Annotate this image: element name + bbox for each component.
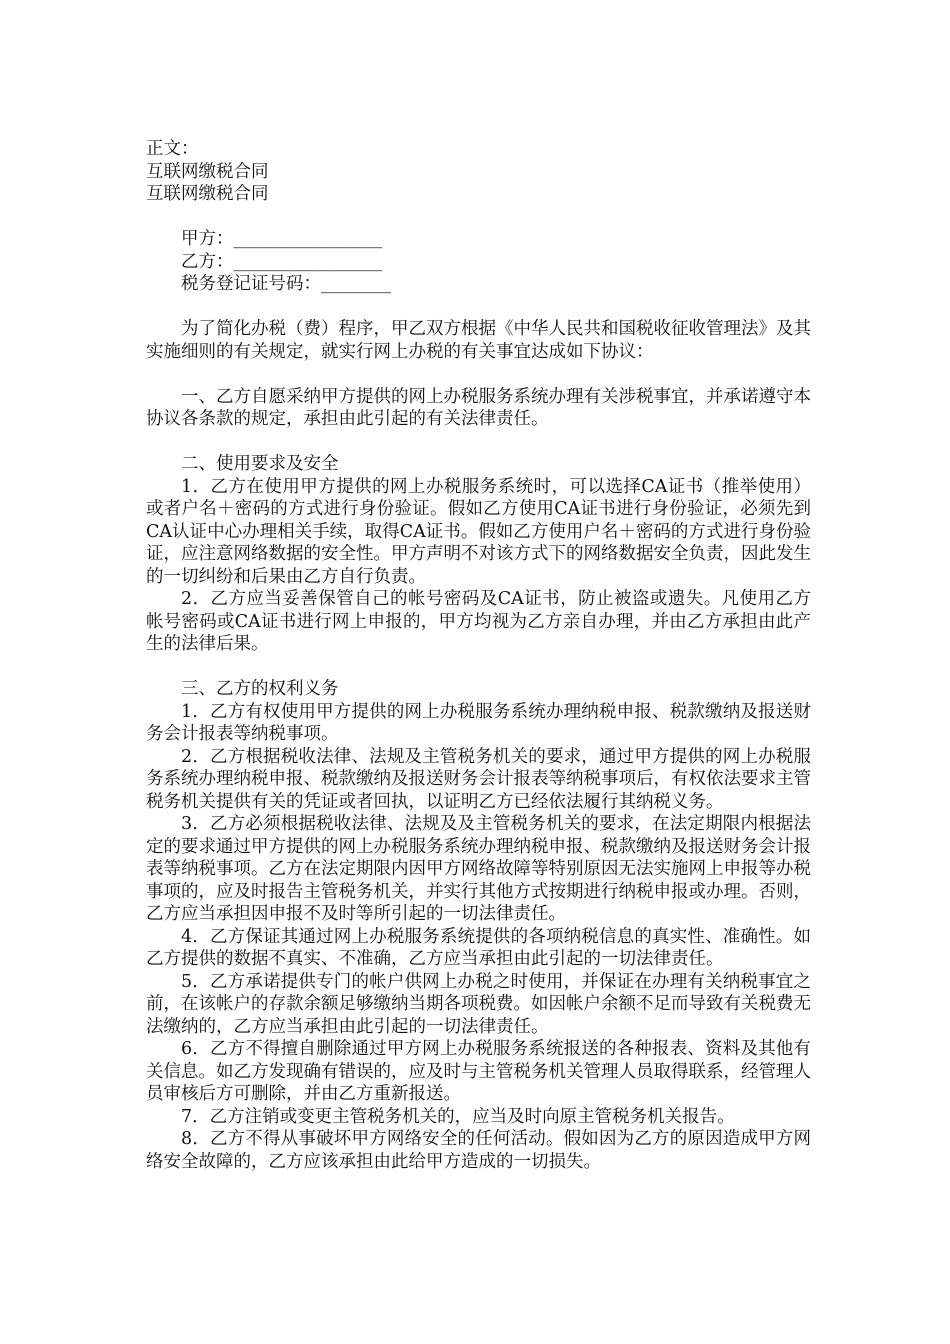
- document-body: [146, 138, 811, 1173]
- section-3-heading: 三、乙方的权利义务: [181, 679, 339, 699]
- section-3-item: 3．乙方必须根据税收法律、法规及及主管税务机关的要求，在法定期限内根据法定的要求通过甲方提供的网上办税服务系统办理纳税申报、税款缴纳及报送财务会计报表等纳税事项。乙方在法定期限内因甲方网络故障等特别原因无法实施网上申报等办税事项的，应及时报告主管税务机关，并实行其他方式按期进行纳税申报或办理。否则，乙方应当承担因申报不及时等所引起的一切法律责任。: [146, 814, 811, 924]
- spacer: [146, 206, 811, 229]
- section-3-item: 5．乙方承诺提供专门的帐户供网上办税之时使用，并保证在办理有关纳税事宜之前，在该帐户的存款余额足够缴纳当期各项税费。如因帐户余额不足而导致有关税费无法缴纳的，乙方应当承担由此引起的一切法律责任。: [146, 971, 811, 1037]
- party-a-field: 甲方：_________________: [181, 229, 383, 249]
- body-label: 正文：: [146, 139, 199, 159]
- spacer: [146, 296, 811, 319]
- section-2-item: 2．乙方应当妥善保管自己的帐号密码及CA证书，防止被盗或遗失。凡使用乙方帐号密码或CA证书进行网上申报的，甲方均视为乙方亲自办理，并由乙方承担由此产生的法律后果。: [146, 589, 811, 654]
- spacer: [146, 363, 811, 386]
- document-title-repeat: 互联网缴税合同: [146, 184, 269, 204]
- section-3-item: 2．乙方根据税收法律、法规及主管税务机关的要求，通过甲方提供的网上办税服务系统办理纳税申报、税款缴纳及报送财务会计报表等纳税事项后，有权依法要求主管税务机关提供有关的凭证或者回执，以证明乙方已经依法履行其纳税义务。: [146, 746, 811, 812]
- section-3-item: 4．乙方保证其通过网上办税服务系统提供的各项纳税信息的真实性、准确性。如乙方提供的数据不真实、不准确，乙方应当承担由此引起的一切法律责任。: [146, 926, 811, 969]
- tax-registration-field: 税务登记证号码：________: [181, 274, 391, 294]
- section-3-item: 1．乙方有权使用甲方提供的网上办税服务系统办理纳税申报、税款缴纳及报送财务会计报表等纳税事项。: [146, 701, 811, 744]
- section-2-item: 1．乙方在使用甲方提供的网上办税服务系统时，可以选择CA证书（推举使用）或者户名＋密码的方式进行身份验证。假如乙方使用CA证书进行身份验证，必须先到CA认证中心办理相关手续，取得CA证书。假如乙方使用户名＋密码的方式进行身份验证，应注意网络数据的安全性。甲方声明不对该方式下的网络数据安全负责，因此发生的一切纠纷和后果由乙方自行负责。: [146, 476, 811, 587]
- section-2-heading: 二、使用要求及安全: [181, 454, 339, 474]
- spacer: [146, 431, 811, 454]
- document-title: 互联网缴税合同: [146, 161, 269, 182]
- intro-paragraph: 为了简化办税（费）程序，甲乙双方根据《中华人民共和国税收征收管理法》及其实施细则的有关规定，就实行网上办税的有关事宜达成如下协议：: [146, 319, 811, 362]
- spacer: [146, 656, 811, 679]
- section-3-item: 8．乙方不得从事破坏甲方网络安全的任何活动。假如因为乙方的原因造成甲方网络安全故障的，乙方应该承担由此给甲方造成的一切损失。: [146, 1129, 811, 1172]
- section-1-paragraph: 一、乙方自愿采纳甲方提供的网上办税服务系统办理有关涉税事宜，并承诺遵守本协议各条款的规定，承担由此引起的有关法律责任。: [146, 386, 811, 429]
- section-3-item: 7．乙方注销或变更主管税务机关的，应当及时向原主管税务机关报告。: [181, 1106, 735, 1127]
- section-3-item: 6．乙方不得擅自删除通过甲方网上办税服务系统报送的各种报表、资料及其他有关信息。如乙方发现确有错误的，应及时与主管税务机关管理人员取得联系，经管理人员审核后方可删除，并由乙方重新报送。: [146, 1039, 811, 1104]
- party-b-field: 乙方：_________________: [181, 251, 383, 272]
